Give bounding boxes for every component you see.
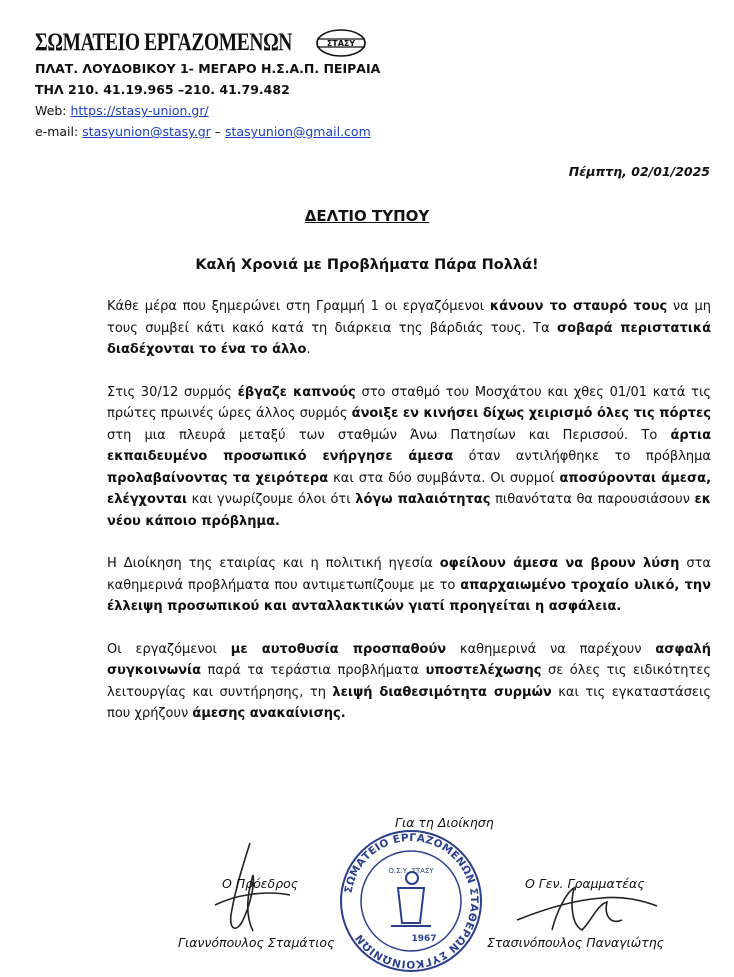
document-subtitle: Καλή Χρονιά με Προβλήματα Πάρα Πολλά! xyxy=(195,257,539,273)
email-link-2[interactable]: stasyunion@gmail.com xyxy=(225,124,371,139)
bold-text: έβγαζε καπνούς xyxy=(237,384,356,400)
secretary-role: Ο Γεν. Γραμματέας xyxy=(525,876,645,891)
text-run: καθημερινά να παρέχουν xyxy=(446,641,656,657)
bold-text: εκ νέου κάποιο πρόβλημα. xyxy=(107,492,711,529)
stamp-ring-text: ΣΩΜΑΤΕΙΟ ΕΡΓΑΖΟΜΕΝΩΝ ΣΤΑΘΕΡΩΝ ΣΥΓΚΟΙΝΩΝΙΩΝ xyxy=(342,831,481,971)
text-run: Στις 30/12 συρμός xyxy=(107,384,238,400)
stamp-inner-text: Ο.Σ.Υ. ΣΤΑΣΥ xyxy=(388,867,434,875)
org-name: ΣΩΜΑΤΕΙΟ ΕΡΓΑΖΟΜΕΝΩΝ xyxy=(35,29,293,56)
email-label: e-mail: xyxy=(35,124,83,139)
bold-text: οφείλουν άμεσα να βρουν λύση xyxy=(439,556,680,571)
text-run: στο σταθμό του Μοσχάτου και χθες 01/01 κατά τις πρώτες πρωινές ώρες άλλος συρμός xyxy=(107,384,711,421)
text-run: Κάθε μέρα που ξημερώνει στη Γραμμή 1 οι εργαζόμενοι xyxy=(107,299,490,314)
text-run: στη μια πλευρά μεταξύ των σταθμών Άνω Πατησίων και Περισσού. Το xyxy=(107,427,671,443)
web-line xyxy=(35,100,555,121)
text-run: Η Διοίκηση της εταιρίας και η πολιτική ηγεσία xyxy=(107,556,440,571)
bold-text: με αυτοθυσία προσπαθούν xyxy=(230,641,447,657)
letterhead xyxy=(35,28,555,142)
secretary-name: Στασινόπουλος Παναγιώτης xyxy=(487,935,664,950)
president-name: Γιαννόπουλος Σταμάτιος xyxy=(178,935,335,950)
bold-text: ασφαλή συγκοινωνία xyxy=(107,641,711,678)
stamp-figure-icon xyxy=(391,872,431,926)
text-run: πιθανότατα θα παρουσιάσουν xyxy=(490,492,695,507)
text-run: και γνωρίζουμε όλοι ότι xyxy=(187,492,356,507)
bold-text: προλαβαίνοντας τα χειρότερα xyxy=(107,470,329,486)
text-run: παρά τα τεράστια προβλήματα xyxy=(201,663,426,678)
for-board-label: Για τη Διοίκηση xyxy=(395,815,494,830)
email-link-1[interactable]: stasyunion@stasy.gr xyxy=(82,124,211,139)
email-separator: – xyxy=(210,124,225,139)
web-link[interactable]: https://stasy-union.gr/ xyxy=(70,103,209,118)
paragraph-1 xyxy=(107,296,711,361)
paragraph-4 xyxy=(107,639,711,725)
text-run: να μη τους συμβεί κάτι κακό κατά τη διάρκεια της βάρδιάς τους. Τα xyxy=(107,299,711,336)
paragraph-3 xyxy=(107,553,711,618)
stamp-year: 1967 xyxy=(411,934,437,944)
bold-text: σοβαρά περιστατικά διαδέχονται το ένα το άλλο xyxy=(107,320,711,357)
bold-text: άρτια εκπαιδευμένο προσωπικό ενήργησε άμεσα xyxy=(107,427,711,464)
text-run: και τις εγκαταστάσεις που χρήζουν xyxy=(107,684,711,721)
document-date: Πέμπτη, 02/01/2025 xyxy=(568,164,710,179)
bold-text: απαρχαιωμένο τροχαίο υλικό, την έλλειψη προσωπικού και ανταλλακτικών γιατί προηγείται η ασφάλεια. xyxy=(107,577,711,614)
logo-text: ΣΤΑΣΥ xyxy=(326,39,355,48)
text-run: Οι εργαζόμενοι xyxy=(107,641,231,657)
text-run: και στα δύο συμβάντα. Οι συρμοί xyxy=(328,470,560,486)
letterhead-title-row xyxy=(35,28,555,58)
text-run: όταν αντιλήφθηκε το πρόβλημα xyxy=(453,449,711,464)
press-release-body xyxy=(107,296,711,746)
text-run: . xyxy=(306,342,311,357)
web-label: Web: xyxy=(35,103,71,118)
bold-text: αποσύρονται άμεσα, ελέγχονται xyxy=(107,470,712,507)
email-line xyxy=(35,121,555,142)
bold-text: κάνουν το σταυρό τους xyxy=(489,299,668,314)
president-role: Ο Πρόεδρος xyxy=(222,876,299,891)
document-title: ΔΕΛΤΙΟ ΤΥΠΟΥ xyxy=(304,207,430,225)
paragraph-2 xyxy=(107,382,711,533)
bold-text: άμεσης ανακαίνισης. xyxy=(192,706,346,721)
text-run: σε όλες τις ειδικότητες λειτουργίας και συντήρησης, τη xyxy=(107,663,712,700)
phone-line: ΤΗΛ 210. 41.19.965 –210. 41.79.482 xyxy=(35,82,290,97)
union-logo-icon xyxy=(315,28,367,58)
address-line: ΠΛΑΤ. ΛΟΥΔΟΒΙΚΟΥ 1- ΜΕΓΑΡΟ Η.Σ.Α.Π. ΠΕΙΡΑΙΑ xyxy=(35,61,381,76)
bold-text: άνοιξε εν κινήσει δίχως χειρισμό όλες τις πόρτες xyxy=(351,406,711,421)
bold-text: υποστελέχωσης xyxy=(425,663,542,678)
bold-text: λόγω παλαιότητας xyxy=(355,492,491,507)
union-stamp xyxy=(336,828,486,974)
text-run: στα καθημερινά προβλήματα που αντιμετωπίζουμε με το xyxy=(107,556,711,593)
svg-text:ΣΩΜΑΤΕΙΟ ΕΡΓΑΖΟΜΕΝΩΝ ΣΤΑΘΕΡΩΝ xyxy=(343,832,481,970)
bold-text: λειψή διαθεσιμότητα συρμών xyxy=(332,684,552,700)
